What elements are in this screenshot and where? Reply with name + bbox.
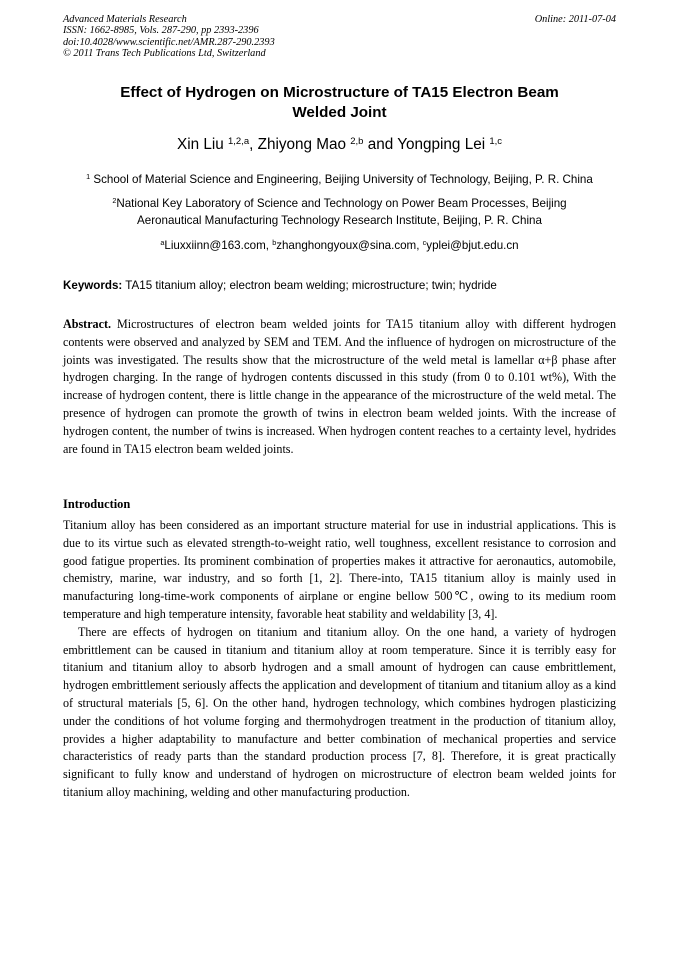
title-line-2: Welded Joint [292, 104, 387, 121]
journal-name: Advanced Materials Research [63, 14, 187, 25]
introduction-body [63, 517, 616, 802]
affiliation-text-line-1: National Key Laboratory of Science and Technology on Power Beam Processes, Beijing [116, 197, 567, 210]
affiliation-2 [63, 195, 616, 230]
email-marker: c [422, 238, 427, 248]
author-list [63, 135, 616, 155]
doi-line: doi:10.4028/www.scientific.net/AMR.287-290.2393 [63, 36, 275, 48]
email-address[interactable]: zhanghongyoux@sina.com [276, 239, 417, 252]
journal-header [63, 14, 616, 59]
title-line-1: Effect of Hydrogen on Microstructure of TA15 Electron Beam [120, 84, 559, 101]
keywords [63, 278, 616, 294]
author-affiliation-marker: 1,2,a [228, 135, 250, 147]
paragraph: There are effects of hydrogen on titanium and titanium alloy. On the one hand, a variety of hydrogen embrittlement can be caused in titanium and titanium alloy at room temperature. Since it is terribly easy for titanium and titanium alloy to absorb hydrogen and a small amount of hydrogen can cause embrittlement, hydrogen embrittlement seriously affects the application and development of titanium and titanium alloy as a kind of structural materials [5, 6]. On the other hand, hydrogen technology, which combines hydrogen plasticizing under the conditions of hot volume forging and thermohydrogen treatment in the production of titanium alloy, provides a higher adaptability to manufacture and better combination of mechanical properties and service characteristics of ready parts than the standard production process [7, 8]. Therefore, it is great practically significant to fully know and understand of hydrogen on microstructure of electron beam welded joints for titanium alloy machining, welding and other manufacturing production. [63, 624, 616, 799]
abstract-text: Microstructures of electron beam welded joints for TA15 titanium alloy with different hydrogen contents were observed and analyzed by SEM and TEM. And the influence of hydrogen on microstructure of the joints was investigated. The results show that the microstructure of the weld metal is lamellar α+β phase after hydrogen charging. In the range of hydrogen contents discussed in this study (from 0 to 0.101 wt%), With the increase of hydrogen content, there is little change in the appearance of the microstructure of the weld metal. The presence of hydrogen can promote the growth of twins in electron beam welded joints. With the increase of hydrogen content, the number of twins is increased. When hydrogen content reaches to a certainty level, hydrides are found in TA15 electron beam welded joints. [63, 317, 616, 456]
email-address[interactable]: Liuxxiinn@163.com [164, 239, 266, 252]
author-emails: $^a$Liuxxiinn@163.com, $^b$zhanghongyoux@sina.com, $^c$yplei@bjut.edu.cn [160, 238, 519, 252]
author-separator: and [363, 136, 398, 153]
abstract-label: Abstract. [63, 317, 112, 331]
affiliation-marker: 1 [86, 172, 91, 182]
affiliation-text: School of Material Science and Engineering, Beijing University of Technology, Beijing, P. R. China [93, 173, 593, 186]
affiliation-marker: 2 [112, 196, 117, 206]
affiliation-text-line-2: Aeronautical Manufacturing Technology Research Institute, Beijing, P. R. China [137, 214, 542, 228]
keywords-text: TA15 titanium alloy; electron beam welding; microstructure; twin; hydride [125, 279, 497, 292]
email-marker: a [160, 238, 165, 248]
email-marker: b [272, 238, 277, 248]
author-name: Zhiyong Mao [257, 136, 347, 153]
author-affiliation-marker: 2,b [350, 135, 364, 147]
author-separator: , [249, 136, 258, 153]
author-name: Yongping Lei [397, 136, 486, 153]
author-affiliation-marker: 1,c [489, 135, 502, 147]
email-address[interactable]: yplei@bjut.edu.cn [426, 239, 519, 252]
section-heading-introduction: Introduction [63, 497, 131, 511]
affiliation-1 [63, 171, 616, 188]
online-date: Online: 2011-07-04 [534, 14, 616, 25]
keywords-label: Keywords: [63, 279, 123, 292]
issn-line: ISSN: 1662-8985, Vols. 287-290, pp 2393-2396 [63, 25, 259, 37]
paper-title [63, 83, 616, 123]
abstract [63, 316, 616, 458]
author-name: Xin Liu [177, 136, 224, 153]
copyright-line: © 2011 Trans Tech Publications Ltd, Switzerland [63, 47, 266, 59]
paragraph: Titanium alloy has been considered as an important structure material for use in industrial applications. This is due to its virtue such as elevated strength-to-weight ratio, well toughness, excellent resistance to corrosion and good fatigue properties. Its prominent combination of properties makes it attractive for aeronautics, automobile, chemistry, marine, war industry, and so forth [1, 2]. There-into, TA15 titanium alloy is mainly used in manufacturing long-time-work components of airplane or engine bellow 500℃, owing to its medium room temperature and high temperature intensity, favorable heat stability and weldability [3, 4]. [63, 518, 616, 621]
